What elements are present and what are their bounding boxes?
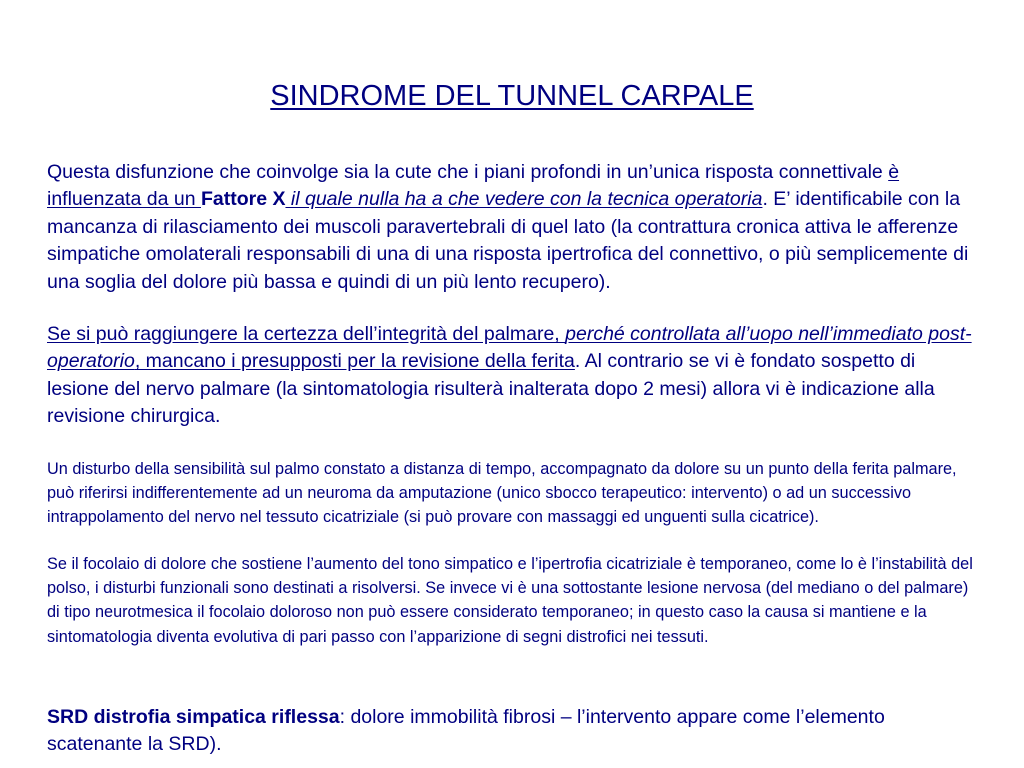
p1-text-e: . E’ identificabile con la mancanza di rilasciamento dei muscoli paravertebrali di quel lato (la contrattura cronica attiva le afferenze simpatiche omolaterali responsabili di una di una risposta ipertrofica del connettivo, o più semplicemente di una soglia del dolore più bassa e quindi di un più lento recupero). (47, 188, 969, 293)
p1-fattore-x: Fattore X (200, 188, 286, 211)
paragraph-fattore-x (47, 159, 982, 296)
paragraph-disturbo-sensibilita: Un disturbo della sensibilità sul palmo constato a distanza di tempo, accompagnato da dolore su un punto della ferita palmare, può riferirsi indifferentemente ad un neuroma da amputazione (unico sbocco terapeutico: intervento) o ad un successivo intrappolamento del nervo nel tessuto cicatriziale (si può provare con massaggi ed unguenti sulla cicatrice). (47, 460, 957, 527)
paragraph-srd (47, 704, 982, 758)
p2-underlined-c: , mancano i presupposti per la revisione della ferita (134, 350, 575, 373)
p5-text-b: : dolore immobilità fibrosi – l’intervento appare come l’elemento scatenante la SRD). (47, 706, 885, 755)
p1-italic-underlined: il quale nulla ha a che vedere con la tecnica operatoria (285, 188, 763, 211)
p1-text-underlined: è influenzata da un (47, 161, 900, 211)
p2-text-d: . Al contrario se vi è fondato sospetto di lesione del nervo palmare (la sintomatologia risulterà inalterata dopo 2 mesi) allora vi è indicazione alla revisione chirurgica. (47, 350, 935, 428)
p2-italic-underlined: perché controllata all’uopo nell’immediato post-operatorio (47, 323, 972, 373)
paragraph-revisione (47, 321, 982, 431)
slide-title: SINDROME DEL TUNNEL CARPALE (270, 80, 754, 112)
p2-underlined-a: Se si può raggiungere la certezza dell’integrità del palmare, (47, 323, 566, 345)
paragraph-focolaio-dolore: Se il focolaio di dolore che sostiene l’aumento del tono simpatico e l’ipertrofia cicatriziale è temporaneo, come lo è l’instabilità del polso, i disturbi funzionali sono destinati a risolversi. Se invece vi è una sottostante lesione nervosa (del mediano o del palmare) di tipo neurotmesica il focolaio doloroso non può essere considerato temporaneo; in questo caso la causa si mantiene e la sintomatologia diventa evolutiva di pari passo con l’apparizione di segni distrofici nei tessuti. (47, 555, 973, 646)
p5-srd-bold: SRD distrofia simpatica riflessa (47, 706, 340, 728)
p1-text-a: Questa disfunzione che coinvolge sia la cute che i piani profondi in un’unica risposta connettivale (47, 161, 889, 183)
